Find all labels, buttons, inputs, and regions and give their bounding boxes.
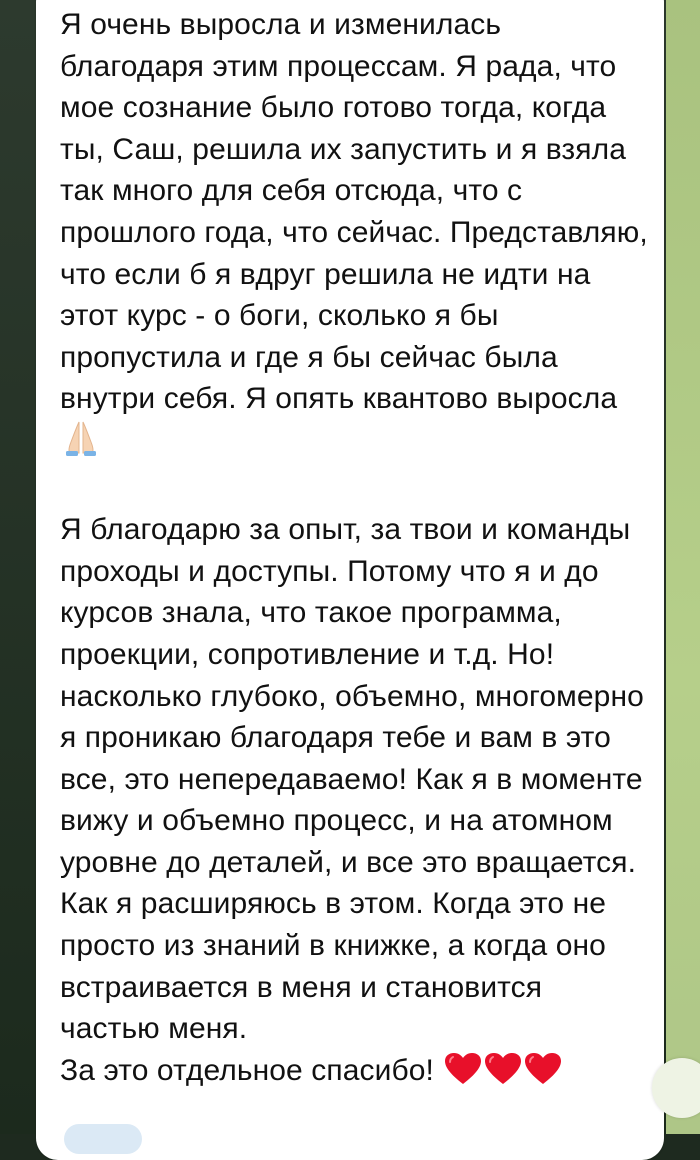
folded-hands-icon	[64, 420, 98, 468]
message-paragraph-2	[60, 509, 650, 1050]
red-heart-icon	[444, 1052, 482, 1098]
message-text	[60, 4, 650, 1097]
message-paragraph-1	[60, 4, 650, 468]
message-closing	[60, 1050, 650, 1098]
chat-wallpaper-edge	[666, 0, 700, 1134]
red-heart-icon	[524, 1052, 562, 1098]
paragraph-2-text: Я благодарю за опыт, за твои и команды проходы и доступы. Потому что я и до курсов знала, что такое программа, проекции, сопротивление и т.д. Но! насколько глубоко, объемно, многомерно я проникаю благодаря тебе и вам в это все, это непередаваемо! Как я в моменте вижу и объемно процесс, и на атомном уровне до деталей, и все это вращается. Как я расширяюсь в этом. Когда это не просто из знаний в книжке, а когда оно встраивается в меня и становится частью меня.	[60, 513, 644, 1046]
paragraph-1-text: Я очень выросла и изменилась благодаря этим процессам. Я рада, что мое сознание было готово тогда, когда ты, Саш, решила их запустить и я взяла так много для себя отсюда, что с прошлого года, что сейчас. Представляю, что если б я вдруг решила не идти на этот курс - о боги, сколько я бы пропустила и где я бы сейчас была внутри себя. Я опять квантово выросла	[60, 8, 648, 416]
reaction-pill[interactable]	[64, 1124, 142, 1154]
paragraph-gap	[60, 468, 650, 510]
red-heart-icon	[484, 1052, 522, 1098]
closing-text: За это отдельное спасибо!	[60, 1053, 434, 1087]
